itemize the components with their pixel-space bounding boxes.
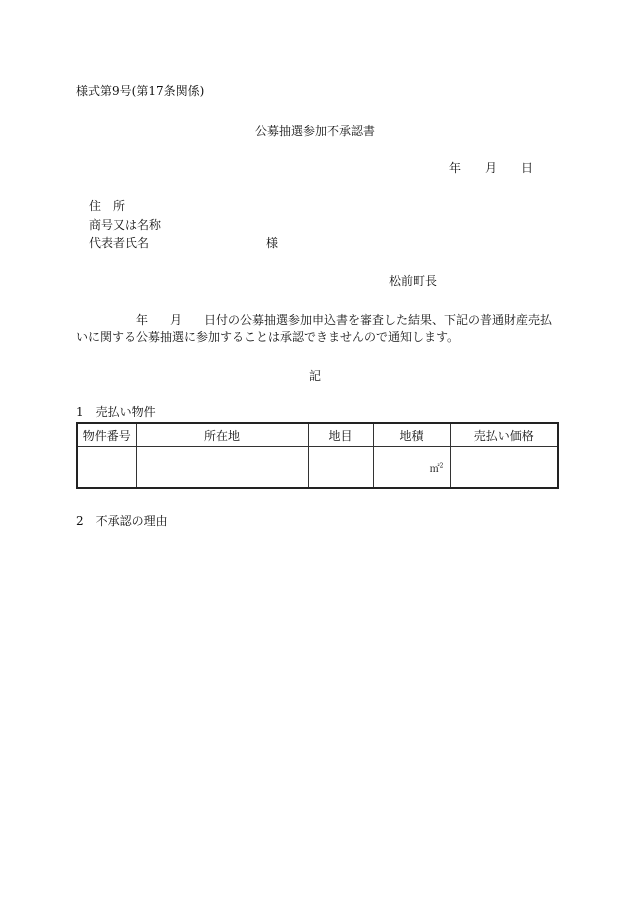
body-month-label: 月 [170,313,183,327]
area-unit-superscript: 2 [439,462,444,470]
trade-name-label: 商号又は名称 [89,218,162,232]
form-number: 様式第9号(第17条関係) [76,84,205,98]
column-header-location: 所在地 [136,423,308,447]
column-header-land-area: 地積 [373,423,450,447]
cell-land-category [308,447,373,489]
table-row [77,447,558,489]
column-header-land-category: 地目 [308,423,373,447]
date-month-label: 月 [485,161,498,175]
cell-sale-price [450,447,558,489]
date-year-label: 年 [449,161,462,175]
representative-name-label: 代表者氏名 [89,236,150,250]
honorific: 様 [266,236,279,250]
body-text-line1: 日付の公募抽選参加申込書を審査した結果、下記の普通財産売払 [204,313,553,327]
area-unit: ㎡ [429,463,440,475]
property-table [76,422,559,489]
body-year-label: 年 [136,313,149,327]
document-title: 公募抽選参加不承認書 [254,124,375,138]
date-day-label: 日 [521,161,534,175]
section-2-heading: 2 不承認の理由 [76,514,168,528]
notification-body [76,312,558,346]
table-header-row [77,423,558,447]
body-text-line2: いに関する公募抽選に参加することは承認できませんので通知します。 [76,330,460,344]
issuer-name: 松前町長 [389,274,438,288]
address-label: 住 所 [89,199,126,213]
cell-property-number [77,447,136,489]
cell-location [136,447,308,489]
note-mark: 記 [308,369,321,383]
cell-land-area [373,447,450,489]
column-header-property-number: 物件番号 [77,423,136,447]
column-header-sale-price: 売払い価格 [450,423,558,447]
section-1-heading: 1 売払い物件 [76,405,156,419]
